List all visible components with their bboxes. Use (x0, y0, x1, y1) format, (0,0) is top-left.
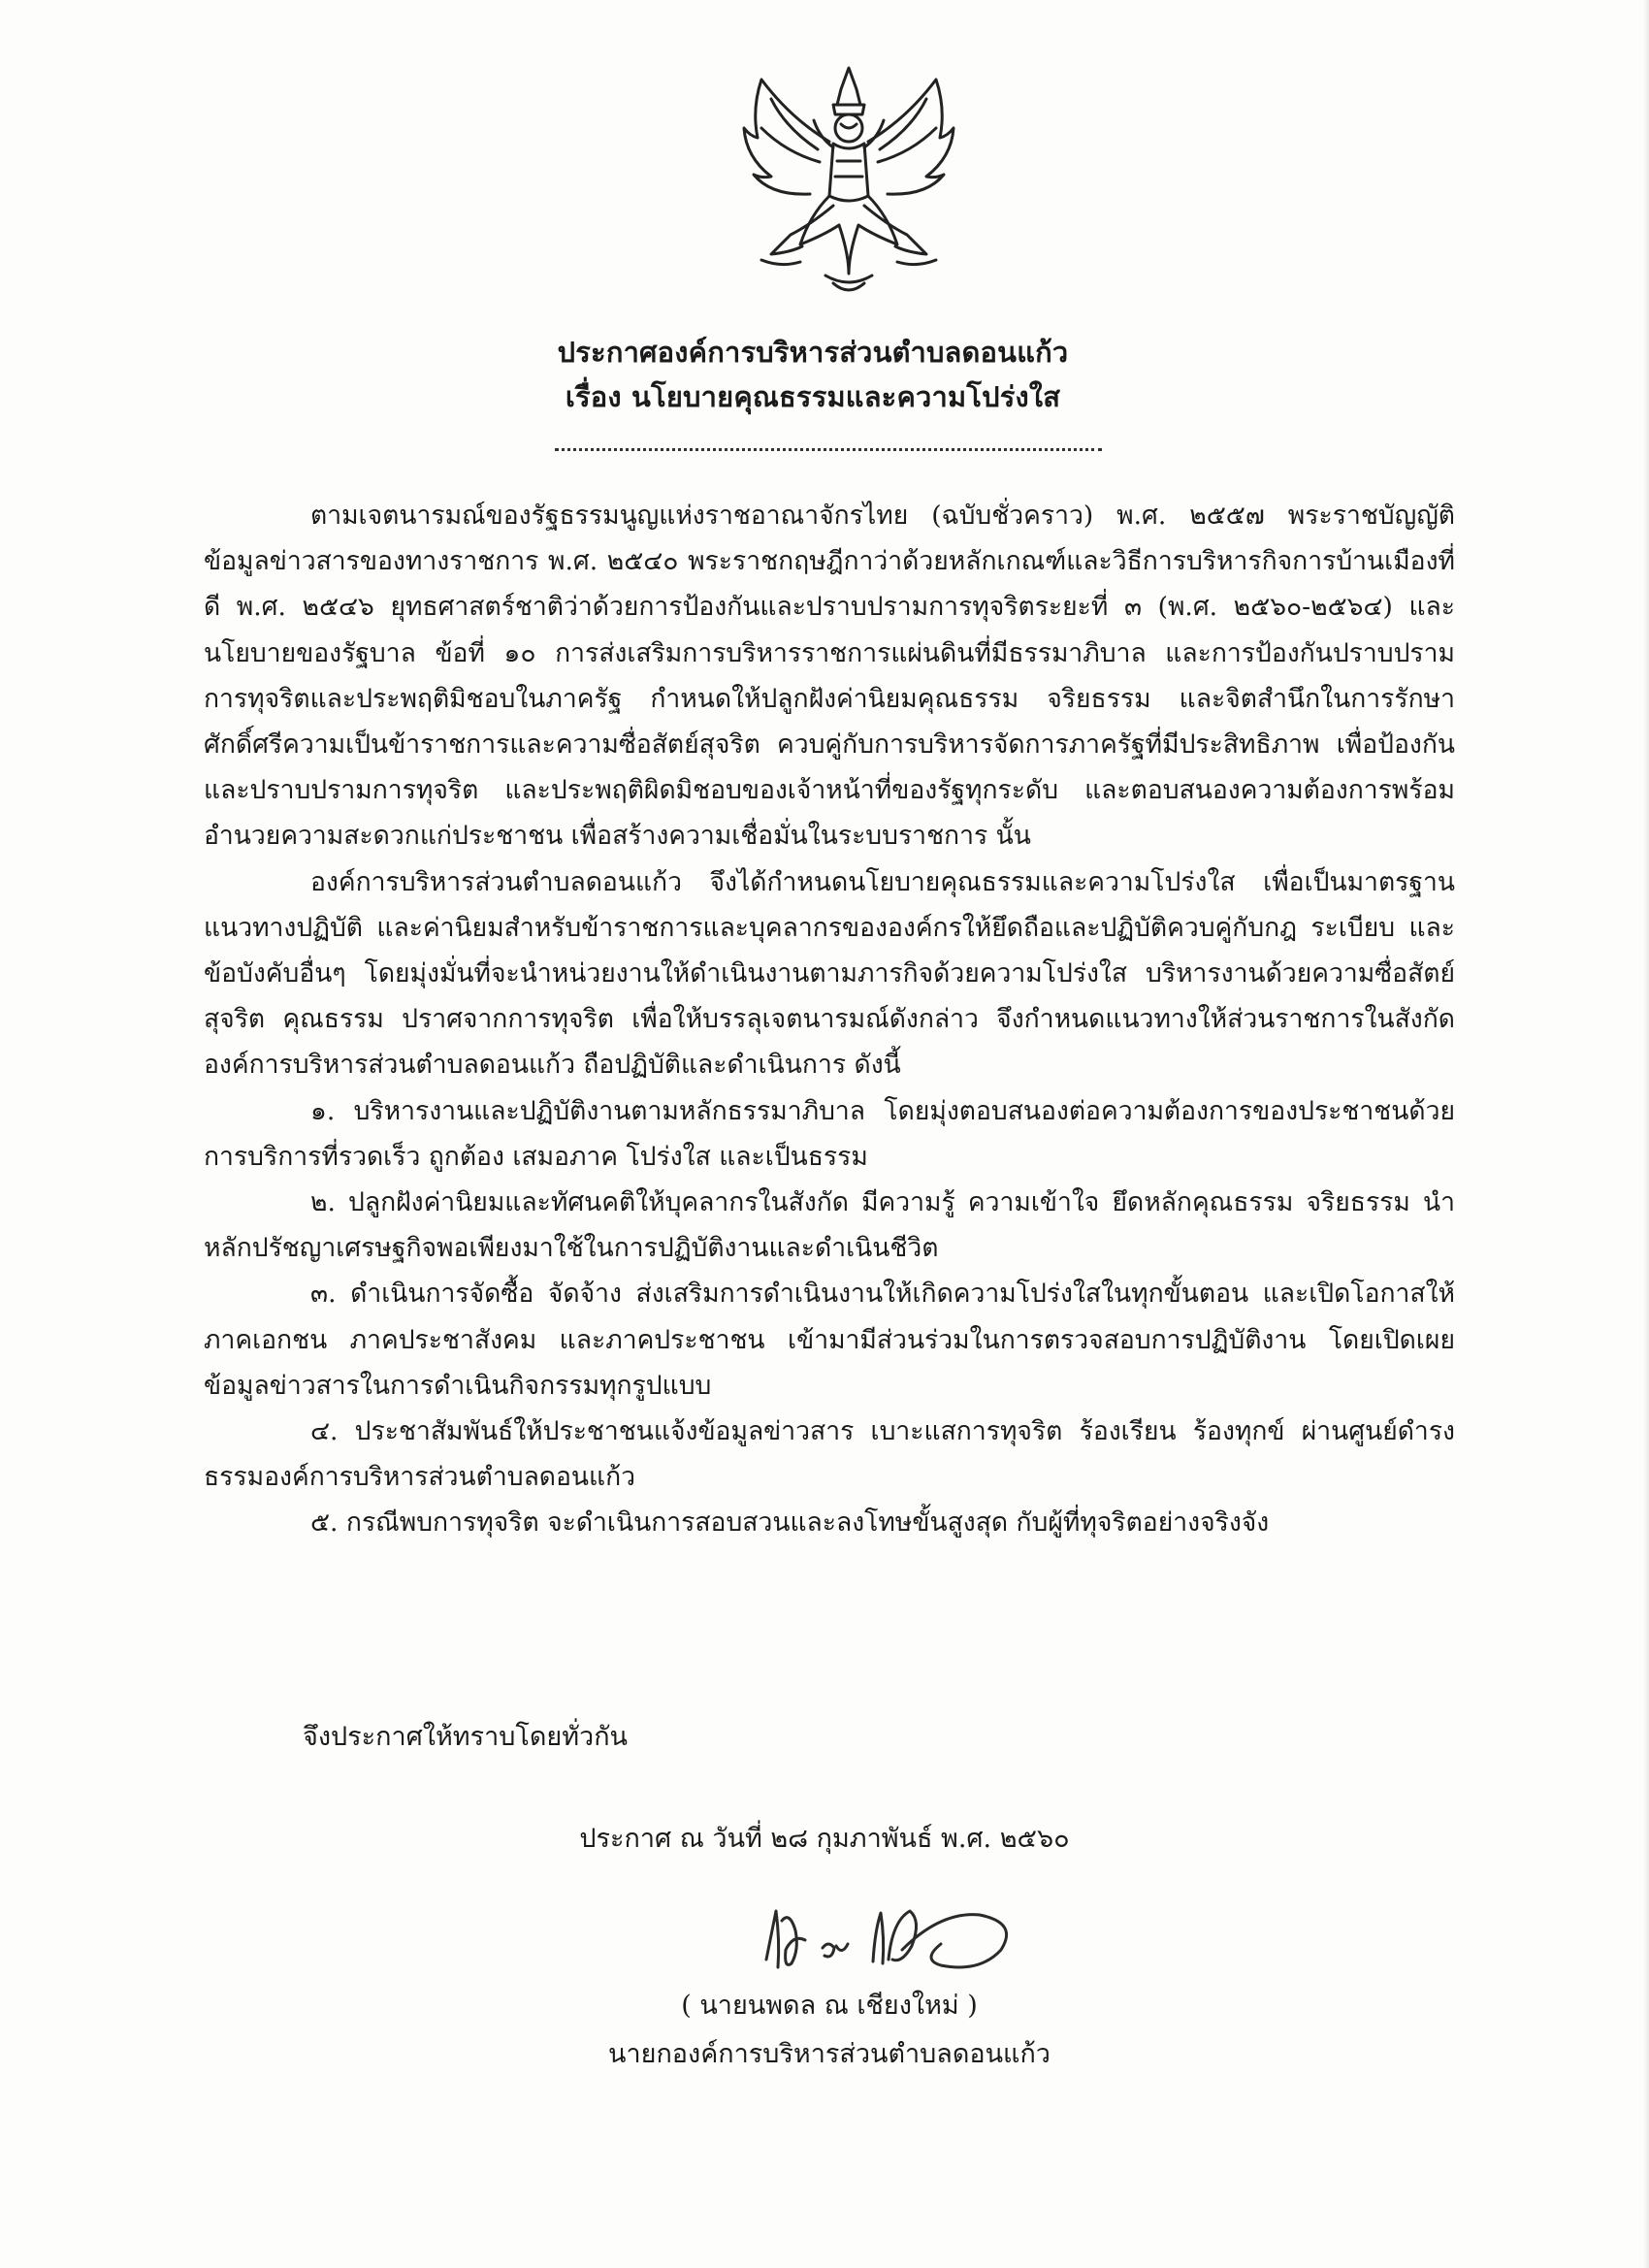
policy-item-5: ๕. กรณีพบการทุจริต จะดำเนินการสอบสวนและลงโทษขั้นสูงสุด กับผู้ที่ทุจริตอย่างจริงจัง (310, 1507, 1270, 1539)
document-title: ประกาศองค์การบริหารส่วนตำบลดอนแก้ว (557, 336, 1069, 369)
paragraph-policy-intro: องค์การบริหารส่วนตำบลดอนแก้ว จึงได้กำหนดนโยบายคุณธรรมและความโปร่งใส เพื่อเป็นมาตรฐาน แนวทางปฏิบัติ และค่านิยมสำหรับข้าราชการและบุคลากรขององค์กรให้ยึดถือและปฏิบัติควบคู่กับกฎ ระเบียบ และข้อบังคับอื่นๆ โดยมุ่งมั่นที่จะนำหน่วยงานให้ดำเนินงานตามภารกิจด้วยความโปร่งใส บริหารงานด้วยความซื่อสัตย์สุจริต คุณธรรม ปราศจากการทุจริต เพื่อให้บรรลุเจตนารมณ์ดังกล่าว จึงกำหนดแนวทางให้ส่วนราชการในสังกัดองค์การบริหารส่วนตำบลดอนแก้ว ถือปฏิบัติและดำเนินการ ดังนี้ (204, 866, 1455, 1081)
signatory-position: นายกองค์การบริหารส่วนตำบลดอนแก้ว (608, 2039, 1051, 2069)
document-subject: เรื่อง นโยบายคุณธรรมและความโปร่งใส (565, 380, 1061, 413)
policy-item-1: ๑. บริหารงานและปฏิบัติงานตามหลักธรรมาภิบาล โดยมุ่งตอบสนองต่อความต้องการของประชาชนด้วยการบริการที่รวดเร็ว ถูกต้อง เสมอภาค โปร่งใส และเป็นธรรม (204, 1095, 1455, 1172)
document-body (204, 493, 1455, 1546)
page-edge (1643, 0, 1649, 2268)
signatory-name: ( นายนพดล ณ เชียงใหม่ ) (681, 1991, 978, 2021)
policy-item-4: ๔. ประชาสัมพันธ์ให้ประชาชนแจ้งข้อมูลข่าวสาร เบาะแสการทุจริต ร้องเรียน ร้องทุกข์ ผ่านศูนย์ดำรงธรรมองค์การบริหารส่วนตำบลดอนแก้ว (204, 1416, 1455, 1493)
garuda-emblem (732, 60, 965, 303)
dotted-divider (555, 448, 1102, 451)
handwritten-signature (747, 1892, 1038, 1989)
policy-item-2: ๒. ปลูกฝังค่านิยมและทัศนคติให้บุคลากรในสังกัด มีความรู้ ความเข้าใจ ยึดหลักคุณธรรม จริยธรรม นำหลักปรัชญาเศรษฐกิจพอเพียงมาใช้ในการปฏิบัติงานและดำเนินชีวิต (204, 1187, 1455, 1264)
policy-item-3: ๓. ดำเนินการจัดซื้อ จัดจ้าง ส่งเสริมการดำเนินงานให้เกิดความโปร่งใสในทุกขั้นตอน และเปิดโอกาสให้ภาคเอกชน ภาคประชาสังคม และภาคประชาชน เข้ามามีส่วนร่วมในการตรวจสอบการปฏิบัติงาน โดยเปิดเผยข้อมูลข่าวสารในการดำเนินกิจกรรมทุกรูปแบบ (204, 1279, 1455, 1401)
announcement-date: ประกาศ ณ วันที่ ๒๘ กุมภาพันธ์ พ.ศ. ๒๕๖๐ (579, 1824, 1070, 1854)
paragraph-preamble: ตามเจตนารมณ์ของรัฐธรรมนูญแห่งราชอาณาจักรไทย (ฉบับชั่วคราว) พ.ศ. ๒๕๕๗ พระราชบัญญัติข้อมูลข่าวสารของทางราชการ พ.ศ. ๒๕๔๐ พระราชกฤษฎีกาว่าด้วยหลักเกณฑ์และวิธีการบริหารกิจการบ้านเมืองที่ดี พ.ศ. ๒๕๔๖ ยุทธศาสตร์ชาติว่าด้วยการป้องกันและปราบปรามการทุจริตระยะที่ ๓ (พ.ศ. ๒๕๖๐-๒๕๖๔) และนโยบายของรัฐบาล ข้อที่ ๑๐ การส่งเสริมการบริหารราชการแผ่นดินที่มีธรรมาภิบาล และการป้องกันปราบปรามการทุจริตและประพฤติมิชอบในภาครัฐ กำหนดให้ปลูกฝังค่านิยมคุณธรรม จริยธรรม และจิตสำนึกในการรักษาศักดิ์ศรีความเป็นข้าราชการและความซื่อสัตย์สุจริต ควบคู่กับการบริหารจัดการภาครัฐที่มีประสิทธิภาพ เพื่อป้องกันและปราบปรามการทุจริต และประพฤติผิดมิชอบของเจ้าหน้าที่ของรัฐทุกระดับ และตอบสนองความต้องการพร้อมอำนวยความสะดวกแก่ประชาชน เพื่อสร้างความเชื่อมั่นในระบบราชการ นั้น (204, 501, 1455, 852)
closing-statement: จึงประกาศให้ทราบโดยทั่วกัน (303, 1722, 628, 1752)
